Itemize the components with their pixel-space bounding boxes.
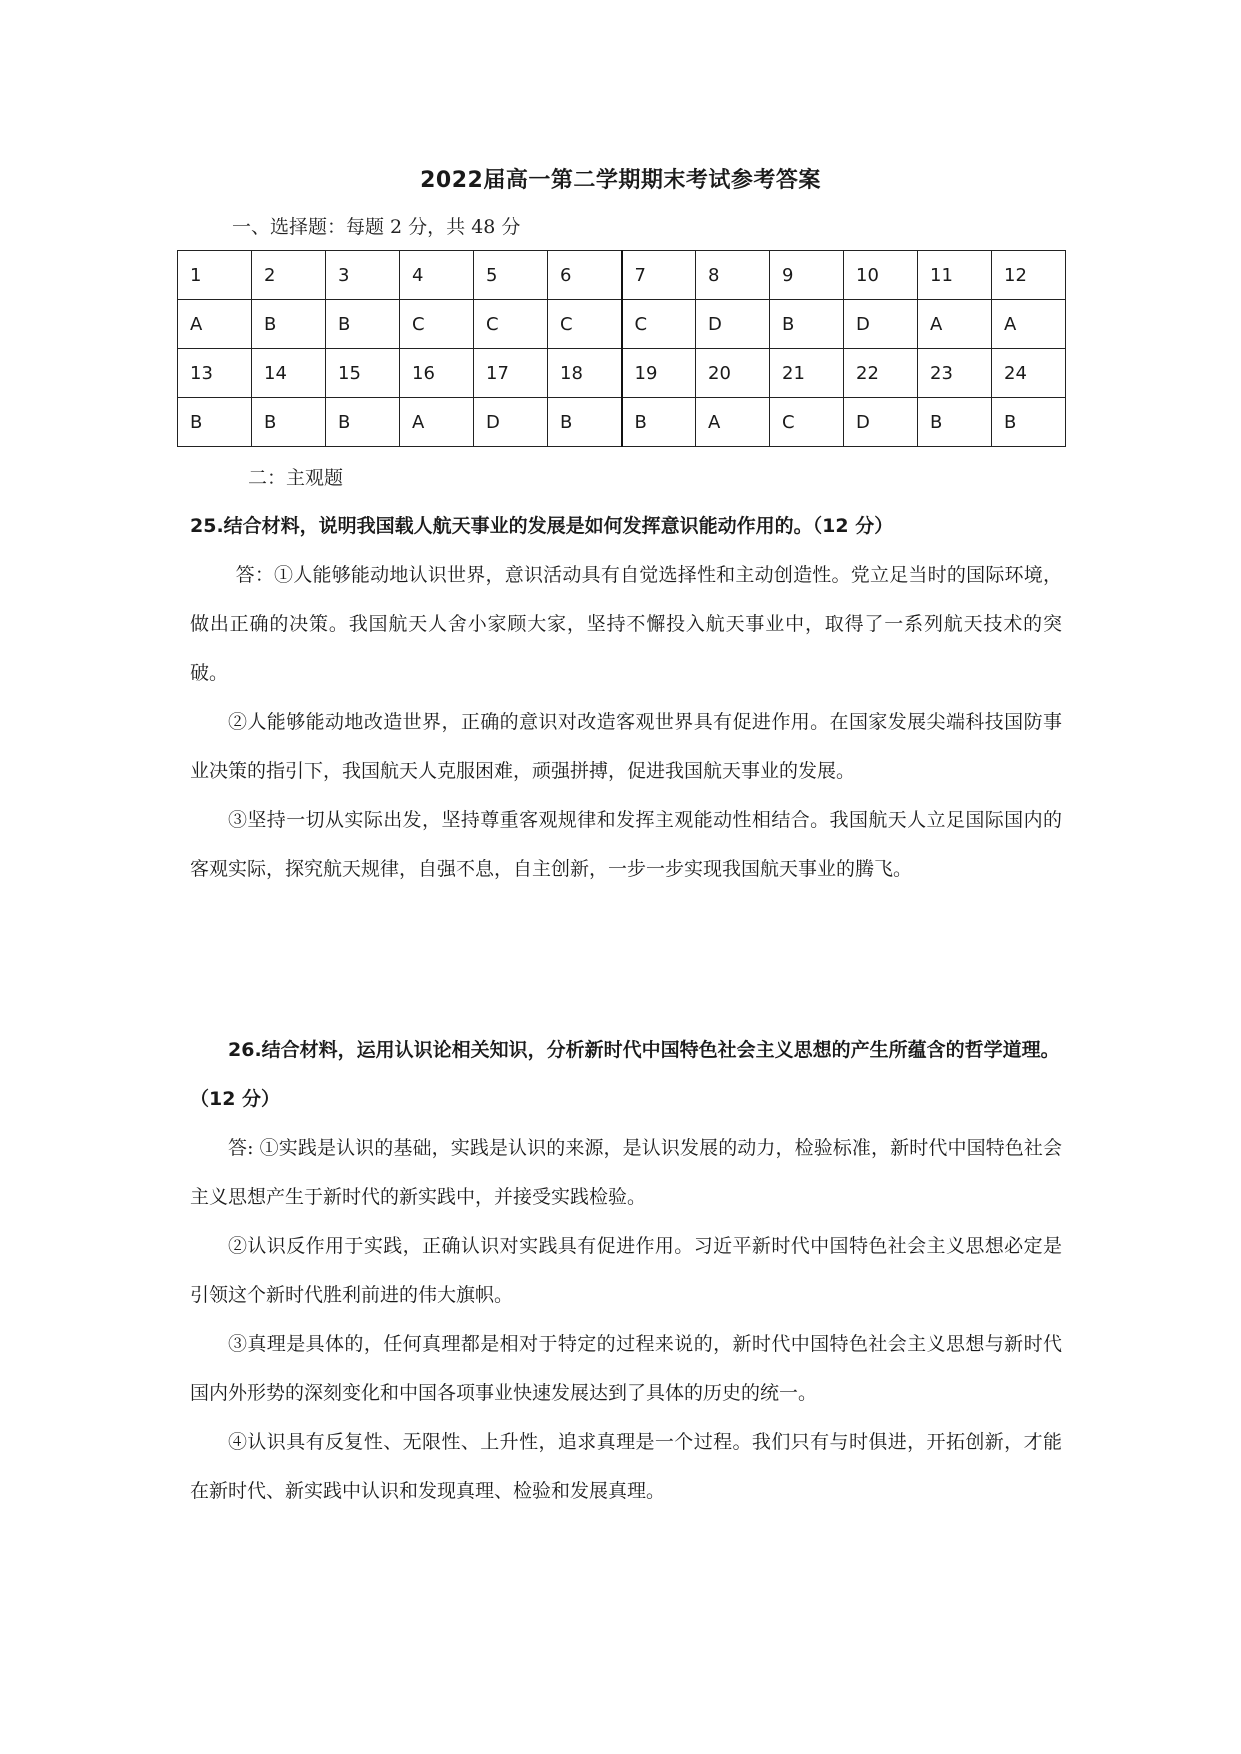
question-number-cell: 10 [844, 251, 918, 300]
answer-key-cell: A [992, 300, 1066, 349]
question-25: 25.结合材料，说明我国载人航天事业的发展是如何发挥意识能动作用的。（12 分） [190, 515, 894, 537]
question-number-cell: 11 [918, 251, 992, 300]
answer-25-point-2: ②人能够能动地改造世界，正确的意识对改造客观世界具有促进作用。在国家发展尖端科技国防事业决策的指引下，我国航天人克服困难，顽强拼搏，促进我国航天事业的发展。 [190, 711, 1062, 782]
answer-key-cell: C [770, 398, 844, 447]
answer-26-point-1: 答: ①实践是认识的基础，实践是认识的来源，是认识发展的动力，检验标准，新时代中国特色社会主义思想产生于新时代的新实践中，并接受实践检验。 [190, 1137, 1062, 1208]
answer-key-cell: B [326, 398, 400, 447]
answer-key-cell: B [178, 398, 252, 447]
answer-key-cell: B [770, 300, 844, 349]
question-26: 26.结合材料，运用认识论相关知识，分析新时代中国特色社会主义思想的产生所蕴含的哲学道理。（12 分） [190, 1039, 1060, 1110]
question-number-cell: 24 [992, 349, 1066, 398]
answer-key-cell: C [622, 300, 696, 349]
question-number-cell: 21 [770, 349, 844, 398]
answer-key-cell: C [474, 300, 548, 349]
question-number-cell: 15 [326, 349, 400, 398]
answer-key-cell: B [252, 300, 326, 349]
question-number-row [178, 251, 1066, 300]
answer-26-point-4: ④认识具有反复性、无限性、上升性，追求真理是一个过程。我们只有与时俱进，开拓创新，才能在新时代、新实践中认识和发现真理、检验和发展真理。 [190, 1431, 1062, 1502]
answer-key-cell: D [844, 398, 918, 447]
answer-key-cell: A [400, 398, 474, 447]
answer-26-point-2: ②认识反作用于实践，正确认识对实践具有促进作用。习近平新时代中国特色社会主义思想必定是引领这个新时代胜利前进的伟大旗帜。 [190, 1235, 1062, 1306]
question-number-cell: 5 [474, 251, 548, 300]
answer-25-point-1: 答：①人能够能动地认识世界，意识活动具有自觉选择性和主动创造性。党立足当时的国际环境，做出正确的决策。我国航天人舍小家顾大家，坚持不懈投入航天事业中，取得了一系列航天技术的突破。 [190, 564, 1062, 684]
answer-key-cell: B [252, 398, 326, 447]
answer-key-row [178, 300, 1066, 349]
question-number-row [178, 349, 1066, 398]
section-heading-subjective: 二：主观题 [248, 467, 344, 489]
answer-key-cell: D [844, 300, 918, 349]
page-title: 2022届高一第二学期期末考试参考答案 [420, 168, 821, 193]
answer-key-cell: B [548, 398, 622, 447]
question-number-cell: 8 [696, 251, 770, 300]
question-number-cell: 14 [252, 349, 326, 398]
answer-key-cell: D [474, 398, 548, 447]
question-number-cell: 22 [844, 349, 918, 398]
question-number-cell: 3 [326, 251, 400, 300]
question-number-cell: 9 [770, 251, 844, 300]
question-number-cell: 13 [178, 349, 252, 398]
question-number-cell: 1 [178, 251, 252, 300]
answer-key-cell: C [400, 300, 474, 349]
answer-key-row [178, 398, 1066, 447]
answer-key-cell: A [918, 300, 992, 349]
answer-key-cell: B [992, 398, 1066, 447]
answer-key-cell: B [326, 300, 400, 349]
answer-25 [190, 551, 1062, 894]
answer-key-cell: D [696, 300, 770, 349]
section-heading-choice: 一、选择题：每题 2 分，共 48 分 [232, 216, 521, 238]
question-number-cell: 16 [400, 349, 474, 398]
question-number-cell: 12 [992, 251, 1066, 300]
answer-25-point-3: ③坚持一切从实际出发，坚持尊重客观规律和发挥主观能动性相结合。我国航天人立足国际国内的客观实际，探究航天规律，自强不息，自主创新，一步一步实现我国航天事业的腾飞。 [190, 809, 1062, 880]
answer-key-cell: B [918, 398, 992, 447]
answer-26-point-3: ③真理是具体的，任何真理都是相对于特定的过程来说的，新时代中国特色社会主义思想与新时代国内外形势的深刻变化和中国各项事业快速发展达到了具体的历史的统一。 [190, 1333, 1062, 1404]
answer-key-cell: C [548, 300, 622, 349]
question-number-cell: 4 [400, 251, 474, 300]
question-number-cell: 2 [252, 251, 326, 300]
question-number-cell: 7 [622, 251, 696, 300]
question-number-cell: 23 [918, 349, 992, 398]
answer-key-cell: A [178, 300, 252, 349]
question-number-cell: 6 [548, 251, 622, 300]
answer-key-cell: A [696, 398, 770, 447]
answer-key-cell: B [622, 398, 696, 447]
answer-26 [190, 1124, 1062, 1516]
answer-table [177, 250, 1066, 447]
question-number-cell: 18 [548, 349, 622, 398]
question-number-cell: 17 [474, 349, 548, 398]
question-number-cell: 19 [622, 349, 696, 398]
question-number-cell: 20 [696, 349, 770, 398]
